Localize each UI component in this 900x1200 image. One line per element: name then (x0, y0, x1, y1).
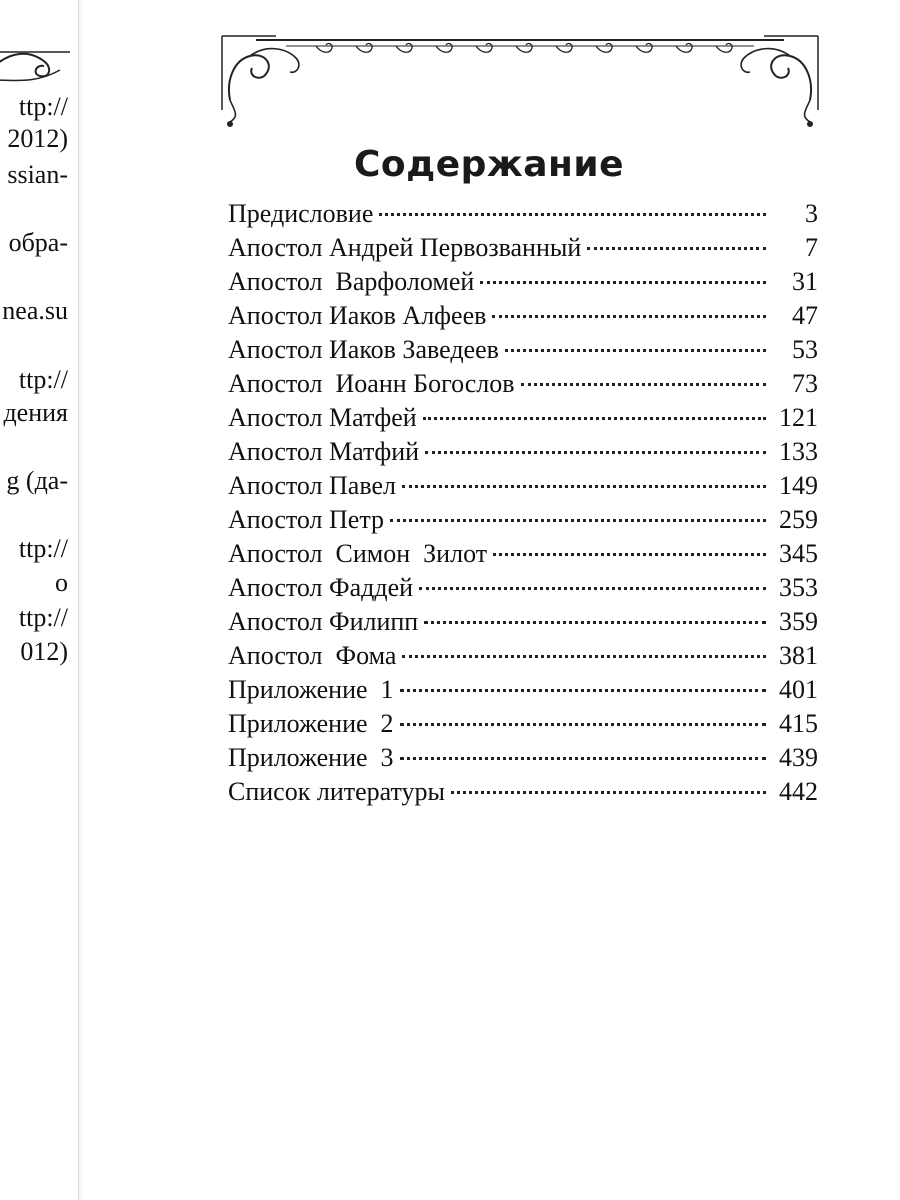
ornament-frame-icon (216, 30, 824, 130)
toc-entry-page: 149 (779, 471, 818, 500)
dot-leader (423, 417, 766, 420)
left-page-fragment: ttp:// (18, 603, 68, 632)
toc-entry-page: 439 (779, 743, 818, 772)
left-page-fragment: ssian- (7, 160, 68, 189)
dot-leader (419, 587, 766, 590)
toc-entry[interactable] (228, 469, 818, 503)
toc-entry-label: Апостол Филипп (228, 607, 419, 636)
dot-leader (402, 485, 766, 488)
toc-entry[interactable] (228, 775, 818, 809)
toc-entry[interactable] (228, 333, 818, 367)
left-page-fragment: ttp:// (18, 92, 68, 121)
toc-entry-label: Апостол Матфей (228, 403, 417, 432)
left-page-edge (0, 0, 79, 1200)
toc-entry-label: Апостол Фаддей (228, 573, 414, 602)
toc-entry[interactable] (228, 265, 818, 299)
toc-entry[interactable] (228, 571, 818, 605)
toc-entry-page: 359 (779, 607, 818, 636)
toc-entry-label: Приложение 2 (228, 709, 394, 738)
dot-leader (400, 757, 766, 760)
toc-entry[interactable] (228, 197, 818, 231)
toc-entry-page: 381 (779, 641, 818, 670)
dot-leader (492, 315, 766, 318)
toc-entry[interactable] (228, 639, 818, 673)
dot-leader (521, 383, 766, 386)
toc-entry-label: Апостол Симон Зилот (228, 539, 488, 568)
toc-entry-page: 401 (779, 675, 818, 704)
toc-entry-page: 259 (779, 505, 818, 534)
contents-page (78, 0, 900, 1200)
toc-entry[interactable] (228, 537, 818, 571)
dot-leader (480, 281, 766, 284)
left-page-fragment: ttp:// (18, 534, 68, 563)
toc-entry-label: Список литературы (228, 777, 445, 806)
page-title: Содержание (353, 144, 625, 186)
toc-entry[interactable] (228, 231, 818, 265)
dot-leader (400, 689, 766, 692)
dot-leader (587, 247, 766, 250)
dot-leader (424, 621, 766, 624)
toc-entry-page: 121 (779, 403, 818, 432)
toc-entry-label: Апостол Варфоломей (228, 267, 475, 296)
toc-entry[interactable] (228, 435, 818, 469)
toc-entry-label: Приложение 3 (228, 743, 394, 772)
toc-entry-page: 73 (792, 369, 818, 398)
toc-entry[interactable] (228, 605, 818, 639)
toc-entry-label: Апостол Фома (228, 641, 397, 670)
dot-leader (493, 553, 766, 556)
toc-entry-page: 3 (805, 199, 818, 228)
left-page-fragment: 012) (20, 637, 68, 666)
left-page-fragment: обра- (8, 228, 68, 257)
dot-leader (402, 655, 766, 658)
dot-leader (379, 213, 766, 216)
left-page-fragment: g (да- (6, 466, 68, 495)
toc-entry[interactable] (228, 299, 818, 333)
toc-entry[interactable] (228, 741, 818, 775)
dot-leader (400, 723, 766, 726)
toc-entry[interactable] (228, 401, 818, 435)
toc-entry-page: 442 (779, 777, 818, 806)
toc-entry[interactable] (228, 503, 818, 537)
toc-entry-label: Апостол Андрей Первозванный (228, 233, 582, 262)
left-page-fragment: ttp:// (18, 365, 68, 394)
toc-entry-label: Апостол Петр (228, 505, 385, 534)
toc-entry-page: 415 (779, 709, 818, 738)
toc-entry-page: 47 (792, 301, 818, 330)
toc-entry-label: Апостол Иаков Заведеев (228, 335, 499, 364)
dot-leader (425, 451, 766, 454)
left-page-fragment: 2012) (7, 124, 68, 153)
toc-list (228, 197, 818, 809)
dot-leader (451, 791, 766, 794)
toc-entry-page: 345 (779, 539, 818, 568)
left-page-fragment: дения (3, 398, 68, 427)
toc-entry-label: Приложение 1 (228, 675, 394, 704)
toc-entry-page: 7 (805, 233, 818, 262)
toc-entry[interactable] (228, 673, 818, 707)
dot-leader (390, 519, 766, 522)
toc-entry-page: 353 (779, 573, 818, 602)
toc-entry-page: 31 (792, 267, 818, 296)
toc-entry[interactable] (228, 707, 818, 741)
toc-entry-label: Апостол Иоанн Богослов (228, 369, 515, 398)
left-page-fragment: o (55, 568, 68, 597)
toc-entry-page: 133 (779, 437, 818, 466)
dot-leader (505, 349, 766, 352)
toc-entry-label: Предисловие (228, 199, 374, 228)
toc-entry-label: Апостол Иаков Алфеев (228, 301, 487, 330)
toc-entry[interactable] (228, 367, 818, 401)
toc-entry-page: 53 (792, 335, 818, 364)
toc-entry-label: Апостол Матфий (228, 437, 420, 466)
toc-entry-label: Апостол Павел (228, 471, 396, 500)
ornament-icon (0, 40, 70, 90)
left-page-fragment: nea.su (2, 296, 68, 325)
